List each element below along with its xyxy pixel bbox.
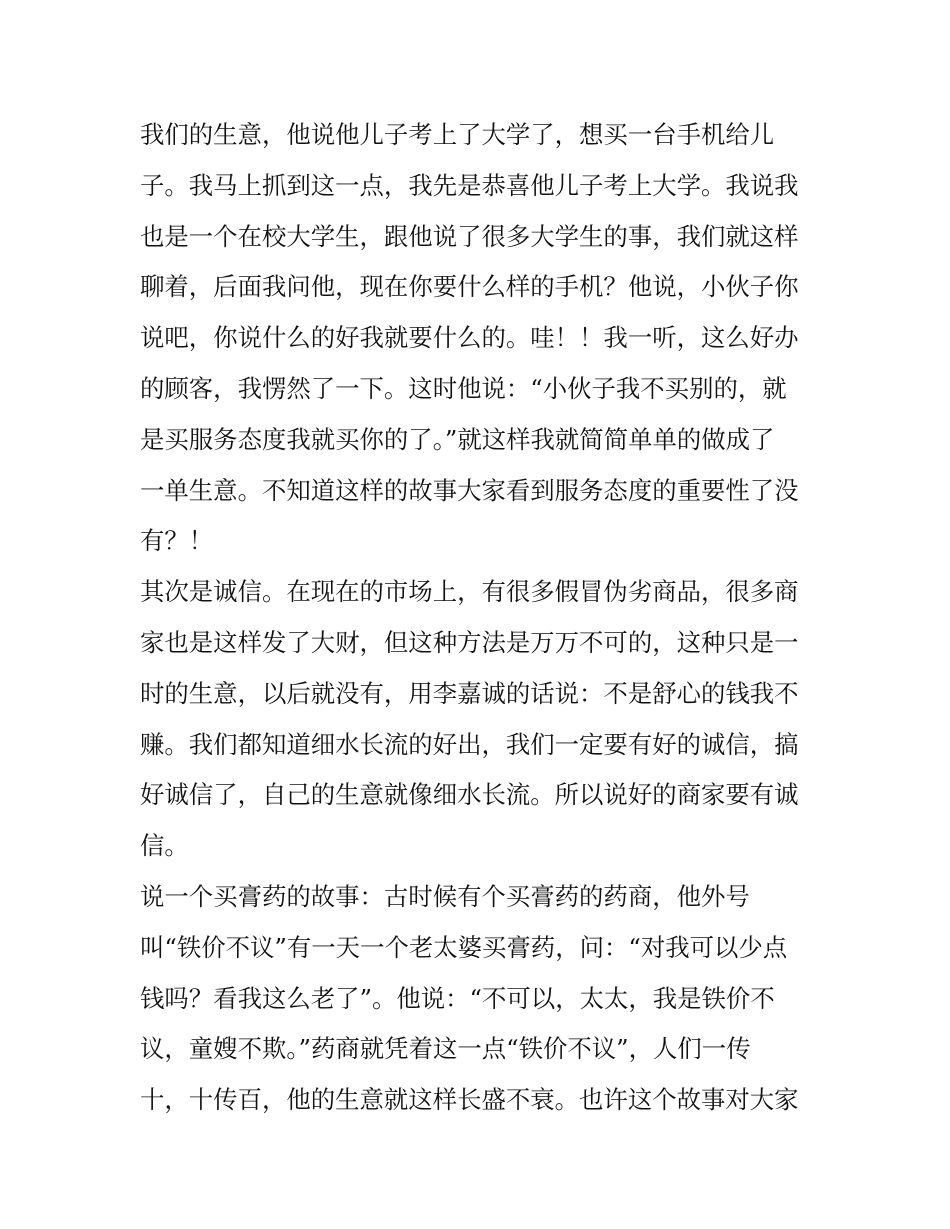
text-line: 其次是诚信。在现在的市场上，有很多假冒伪劣商品，很多商 [140,577,799,607]
text-line: 家也是这样发了大财，但这种方法是万万不可的，这种只是一 [140,627,799,657]
text-line: 一单生意。不知道这样的故事大家看到服务态度的重要性了没 [140,475,799,505]
text-line: 议，童嫂不欺。”药商就凭着这一点“铁价不议”，人们一传 [140,1034,751,1064]
text-line: 信。 [140,831,189,861]
text-line: 说吧，你说什么的好我就要什么的。哇！！我一听，这么好办 [140,323,799,353]
text-line: 说一个买膏药的故事：古时候有个买膏药的药商，他外号 [140,881,750,911]
text-line: 有？！ [140,526,214,556]
text-line: 子。我马上抓到这一点，我先是恭喜他儿子考上大学。我说我 [140,170,799,200]
text-line: 十，十传百，他的生意就这样长盛不衰。也许这个故事对大家 [140,1085,799,1115]
text-line: 我们的生意，他说他儿子考上了大学了，想买一台手机给儿 [140,120,775,149]
text-line: 是买服务态度我就买你的了。”就这样我就简简单单的做成了 [140,424,775,454]
text-line: 聊着，后面我问他，现在你要什么样的手机？他说，小伙子你 [140,272,799,302]
text-line: 赚。我们都知道细水长流的好出，我们一定要有好的诚信，搞 [140,729,799,759]
text-line: 好诚信了，自己的生意就像细水长流。所以说好的商家要有诚 [140,780,799,810]
text-line: 钱吗？看我这么老了”。他说：“不可以，太太，我是铁价不 [140,983,775,1013]
text-line: 时的生意，以后就没有，用李嘉诚的话说：不是舒心的钱我不 [140,678,799,708]
text-line: 叫“铁价不议”有一天一个老太婆买膏药，问：“对我可以少点 [140,932,788,962]
document-body [140,110,830,1126]
text-line: 的顾客，我愣然了一下。这时他说：“小伙子我不买别的，就 [140,373,787,403]
text-line: 也是一个在校大学生，跟他说了很多大学生的事，我们就这样 [140,221,799,251]
